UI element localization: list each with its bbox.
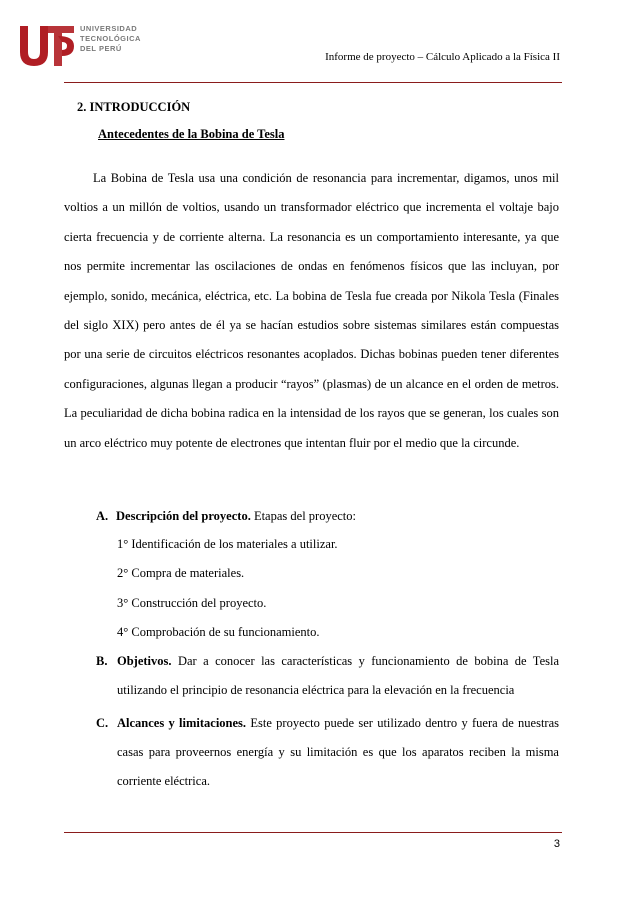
section-heading: 2. INTRODUCCIÓN — [77, 100, 191, 114]
header-title: Informe de proyecto – Cálculo Aplicado a la Física II — [325, 51, 560, 63]
item-a-letter: A. — [96, 509, 109, 523]
university-logo — [18, 22, 178, 72]
footer-divider — [64, 832, 562, 833]
intro-paragraph: La Bobina de Tesla usa una condición de resonancia para incrementar, digamos, unos mil voltios a un millón de voltios, usando un transformador eléctrico que incrementa el voltaje bajo cierta frecuencia y de corriente alterna. La resonancia es un comportamiento interesante, ya que nos permite incrementar las oscilaciones de ondas en fenómenos físicos que las incluyan, por ejemplo, sonido, mecánica, eléctrica, etc. La bobina de Tesla fue creada por Nikola Tesla (Finales del siglo XIX) pero antes de él ya se hacían estudios sobre sistemas similares están compuestas por una serie de circuitos eléctricos resonantes acoplados. Dichas bobinas pueden tener diferentes configuraciones, algunas llegan a producir “rayos” (plasmas) de un alcance en el orden de metros. La peculiaridad de dicha bobina radica en la intensidad de los rayos que se generan, los cuales son un arco eléctrico muy potente de electrones que intentan fluir por el medio que la circunde. — [64, 171, 559, 450]
item-a — [96, 509, 356, 524]
step-2: 2° Compra de materiales. — [117, 566, 245, 580]
item-a-title: Descripción del proyecto. — [116, 509, 251, 523]
item-c-letter: C. — [96, 716, 109, 730]
item-c-title: Alcances y limitaciones. — [117, 716, 247, 730]
logo-line-2: TECNOLÓGICA — [80, 34, 141, 43]
item-b-title: Objetivos. — [117, 654, 172, 668]
item-b-letter: B. — [96, 654, 108, 668]
logo-line-3: DEL PERÚ — [80, 44, 122, 53]
item-c — [96, 716, 116, 731]
item-a-text: Etapas del proyecto: — [250, 509, 356, 523]
item-c-text: Este proyecto puede ser utilizado dentro y fuera de nuestras casas para proveernos energía y su limitación es que los aparatos reciben la misma corriente eléctrica. — [117, 716, 560, 788]
step-3: 3° Construcción del proyecto. — [117, 596, 267, 610]
page-number: 3 — [553, 838, 560, 850]
step-1: 1° Identificación de los materiales a utilizar. — [117, 537, 338, 551]
item-c-body — [117, 709, 559, 796]
header-divider — [64, 82, 562, 83]
step-4: 4° Comprobación de su funcionamiento. — [117, 625, 320, 639]
logo-text — [80, 24, 141, 54]
section-subheading: Antecedentes de la Bobina de Tesla — [98, 127, 285, 141]
item-b-text: Dar a conocer las características y funcionamiento de bobina de Tesla utilizando el principio de resonancia eléctrica para la elevación en la frecuencia — [117, 654, 559, 697]
utp-logo-icon — [18, 22, 76, 72]
item-b-body — [117, 647, 559, 705]
logo-line-1: UNIVERSIDAD — [80, 24, 138, 33]
